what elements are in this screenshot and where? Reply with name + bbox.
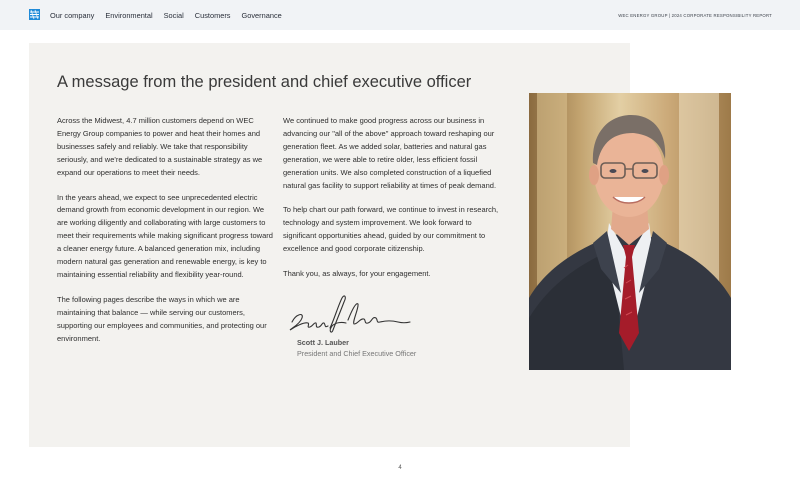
signer-name: Scott J. Lauber	[297, 338, 349, 347]
paragraph: We continued to make good progress across our business in advancing our "all of the above" approach toward reshaping our generation fleet. As we added solar, batteries and natural gas generation, we were able to retire older, less efficient fossil generation units. We also completed construction of a liquefied natural gas facility to support reliability at times of peak demand.	[283, 116, 497, 190]
main-nav	[50, 0, 293, 30]
report-title: WEC ENERGY GROUP | 2024 CORPORATE RESPONSIBILITY REPORT	[618, 12, 772, 18]
handwritten-signature	[286, 292, 412, 336]
letter-column-left	[57, 115, 274, 358]
nav-item-social[interactable]: Social	[163, 10, 184, 20]
page-number: 4	[398, 465, 402, 471]
nav-item-environmental[interactable]: Environmental	[105, 10, 153, 20]
signer-title: President and Chief Executive Officer	[297, 349, 417, 358]
page-title: A message from the president and chief executive officer	[57, 73, 472, 91]
executive-portrait-photo	[529, 93, 731, 370]
paragraph: Across the Midwest, 4.7 million customers depend on WEC Energy Group companies to power and heat their homes and businesses safely and reliably. We take that responsibility seriously, and we're dedicated to a sustainable strategy as we expand our operations to meet their needs.	[57, 116, 263, 177]
paragraph: The following pages describe the ways in which we are maintaining that balance — while serving our customers, supporting our employees and communities, and protecting our environment.	[57, 294, 267, 343]
letter-column-right	[283, 115, 505, 293]
nav-item-our-company[interactable]: Our company	[50, 10, 95, 20]
company-logo-icon[interactable]	[29, 9, 40, 20]
paragraph: In the years ahead, we expect to see unprecedented electric demand growth from economic development in our region. We are working diligently and collaborating with large customers to meet their requirements while making significant progress toward a cleaner energy future. A balanced generation mix, including modern natural gas generation and renewable energy, is key to maintaining essential reliability and flexibility year-round.	[57, 192, 273, 279]
nav-item-customers[interactable]: Customers	[194, 10, 231, 20]
paragraph: To help chart our path forward, we continue to invest in research, technology and system improvement. We look forward to significant opportunities ahead, guided by our commitment to excellence and good corporate citizenship.	[283, 205, 499, 254]
nav-item-governance[interactable]: Governance	[241, 10, 282, 20]
paragraph: Thank you, as always, for your engagement.	[283, 269, 431, 279]
top-navigation-bar	[0, 0, 800, 30]
